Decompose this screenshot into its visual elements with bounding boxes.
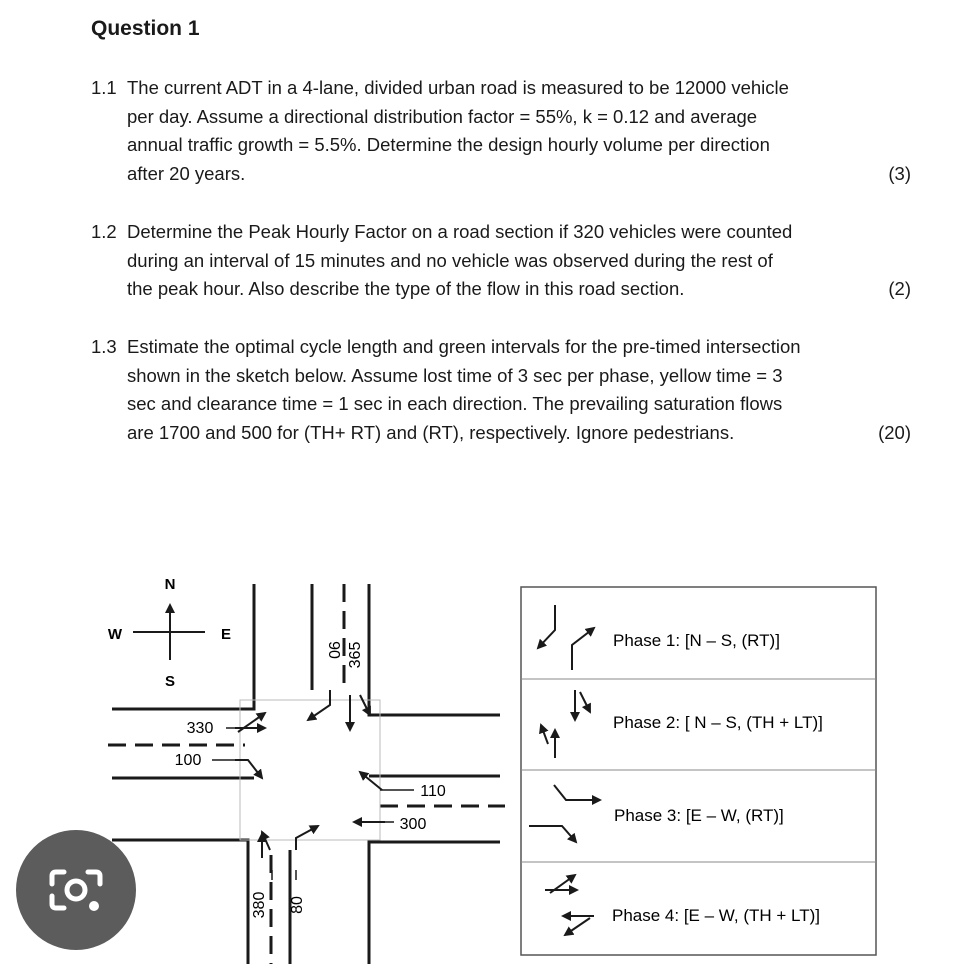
phase-3-label: Phase 3: [E – W, (RT)] [614, 806, 784, 825]
phase-1-label: Phase 1: [N – S, (RT)] [613, 631, 780, 650]
compass-south: S [164, 673, 176, 690]
intersection-box [240, 700, 380, 840]
phase-4-label: Phase 4: [E – W, (TH + LT)] [612, 906, 821, 925]
lane-dashes [108, 584, 505, 964]
compass-rose [133, 605, 205, 660]
volume-north-right: 90 [325, 641, 342, 659]
volume-east-through: 300 [399, 816, 427, 833]
question-text: Estimate the optimal cycle length and green intervals for the pre-timed intersection shown in the sketch below. Assume lost time of 3 sec per phase, yellow time = 3 sec and clearance time = 1 sec in each direction. The prevailing saturation flows are 1700 and 500 for (TH+ RT) and (RT), respectively. Ignore pedestrians. (20) [127, 333, 911, 447]
volume-west-right: 100 [174, 752, 202, 769]
phase-2-label: Phase 2: [ N – S, (TH + LT)] [613, 713, 823, 732]
movement-arrows [235, 690, 385, 858]
volume-east-right: 110 [420, 783, 446, 800]
volume-labels [175, 641, 446, 918]
volume-leaders [212, 728, 414, 880]
question-marks: (2) [888, 278, 911, 299]
volume-south-right: 80 [289, 896, 306, 914]
compass-west: W [107, 626, 123, 643]
volume-south-through: 380 [251, 891, 268, 919]
question-heading: Question 1 [91, 17, 200, 40]
question-number: 1.1 [91, 77, 117, 98]
question-number: 1.3 [91, 336, 117, 357]
camera-icon [44, 858, 108, 922]
question-marks: (3) [888, 162, 911, 184]
compass-north: N [164, 576, 176, 593]
question-text: Determine the Peak Hourly Factor on a road section if 320 vehicles were counted during an interval of 15 minutes and no vehicle was observed during the rest of the peak hour. Also describe the type of the flow in this road section. (2) [127, 218, 911, 304]
question-marks: (20) [878, 421, 911, 443]
volume-north-through: 365 [347, 641, 364, 669]
lens-camera-button[interactable] [16, 830, 136, 950]
compass-east: E [220, 626, 232, 643]
question-text: The current ADT in a 4-lane, divided urban road is measured to be 12000 vehicle per day. Assume a directional distribution factor = 55%, k = 0.12 and average annual traffic growth = 5.5%. Determine the design hourly volume per direction after 20 years. (3) [127, 74, 911, 188]
volume-west-through: 330 [186, 720, 214, 737]
question-number: 1.2 [91, 221, 117, 242]
